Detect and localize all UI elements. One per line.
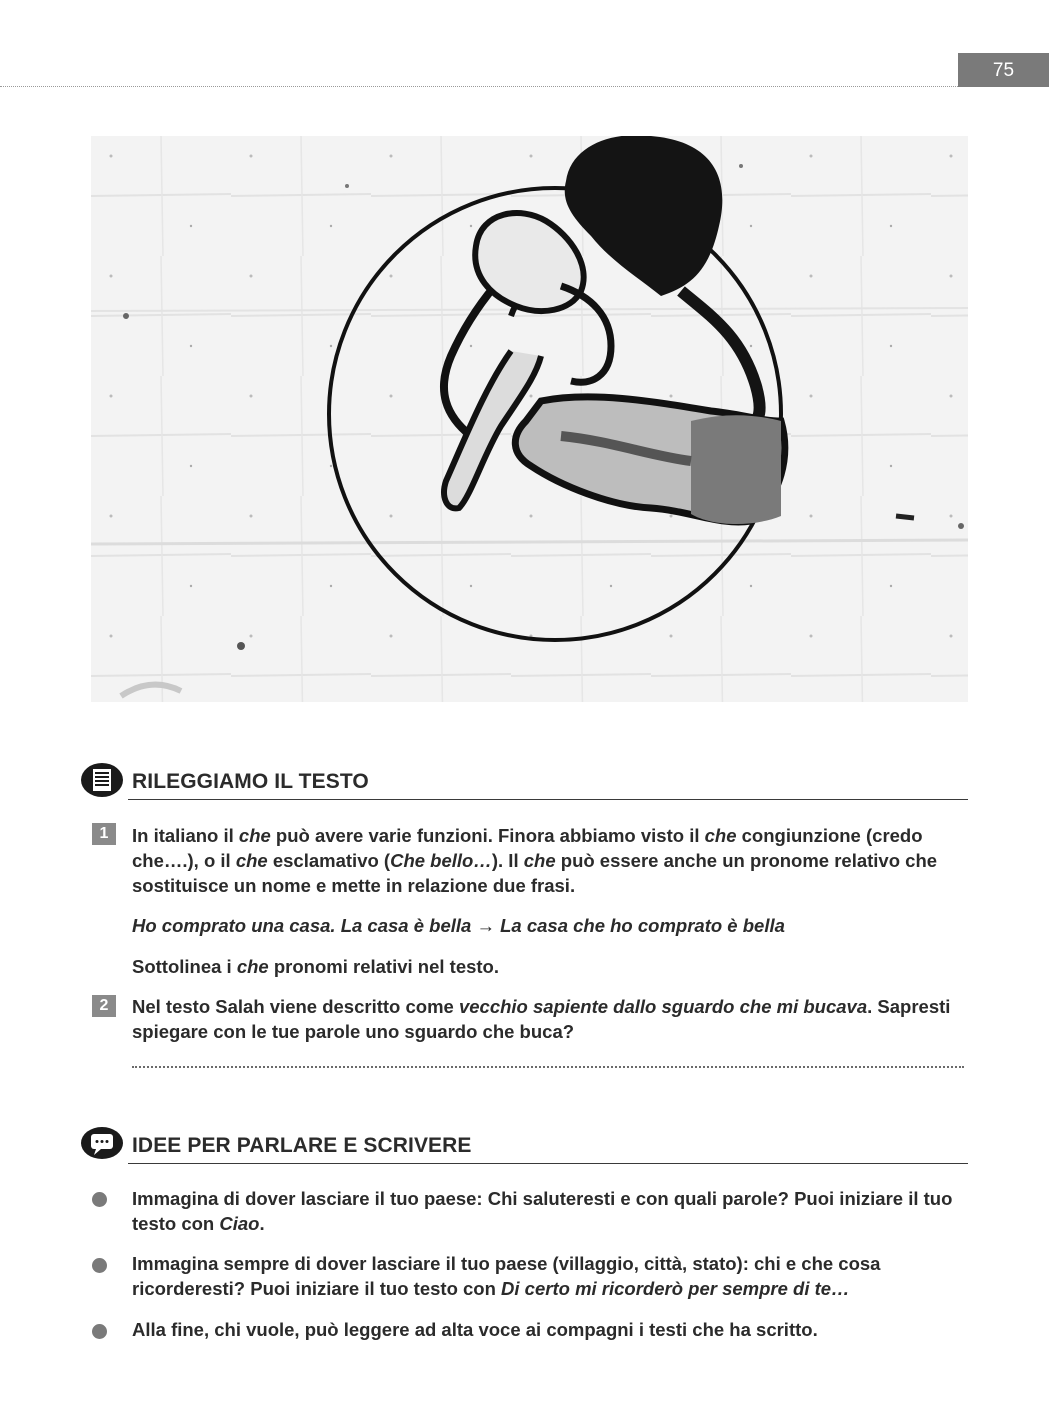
exercise-2-text: Nel testo Salah viene descritto come vecchio sapiente dallo sguardo che mi bucava. Sapresti spiegare con le tue parole uno sguardo che buca? [132,996,951,1042]
list-item: Immagina di dover lasciare il tuo paese: Chi saluteresti e con quali parole? Puoi iniziare il tuo testo con Ciao. [132,1188,953,1234]
section-rule [128,1163,968,1164]
section-rileggiamo [80,758,970,802]
speech-bubble-icon [80,1126,124,1162]
instruction-text: Sottolinea i che pronomi relativi nel testo. [132,956,499,977]
illustration [91,136,968,702]
section-rule [128,799,968,800]
example-sentence: Ho comprato una casa. La casa è bella → La casa che ho comprato è bella [132,915,785,936]
header-dotted-rule [0,86,958,87]
section-title: RILEGGIAMO IL TESTO [132,770,369,793]
list-item: Immagina sempre di dover lasciare il tuo paese (villaggio, città, stato): chi e che cosa ricorderesti? Puoi iniziare il tuo testo con Di certo mi ricorderò per sempre di te… [132,1253,881,1299]
exercise-1-text: In italiano il che può avere varie funzioni. Finora abbiamo visto il che congiunzione (credo che….), o il che esclamativo (Che bello…). Il che può essere anche un pronome relativo che sostituisce un nome e mette in relazione due frasi. [132,825,938,896]
list-item: Alla fine, chi vuole, può leggere ad alta voce ai compagni i testi che ha scritto. [132,1319,818,1340]
mother-child-painting-icon [91,136,968,702]
answer-line[interactable] [132,1066,964,1068]
section-title: IDEE PER PARLARE E SCRIVERE [132,1134,472,1157]
page-number: 75 [958,53,1049,87]
section-idee [80,1122,970,1166]
arrow-right-icon: → [476,915,495,936]
document-icon [80,762,124,798]
bullet-icon [92,1192,107,1207]
exercise-number-2: 2 [92,995,116,1017]
bullet-icon [92,1324,107,1339]
exercise-number-1: 1 [92,823,116,845]
bullet-icon [92,1258,107,1273]
